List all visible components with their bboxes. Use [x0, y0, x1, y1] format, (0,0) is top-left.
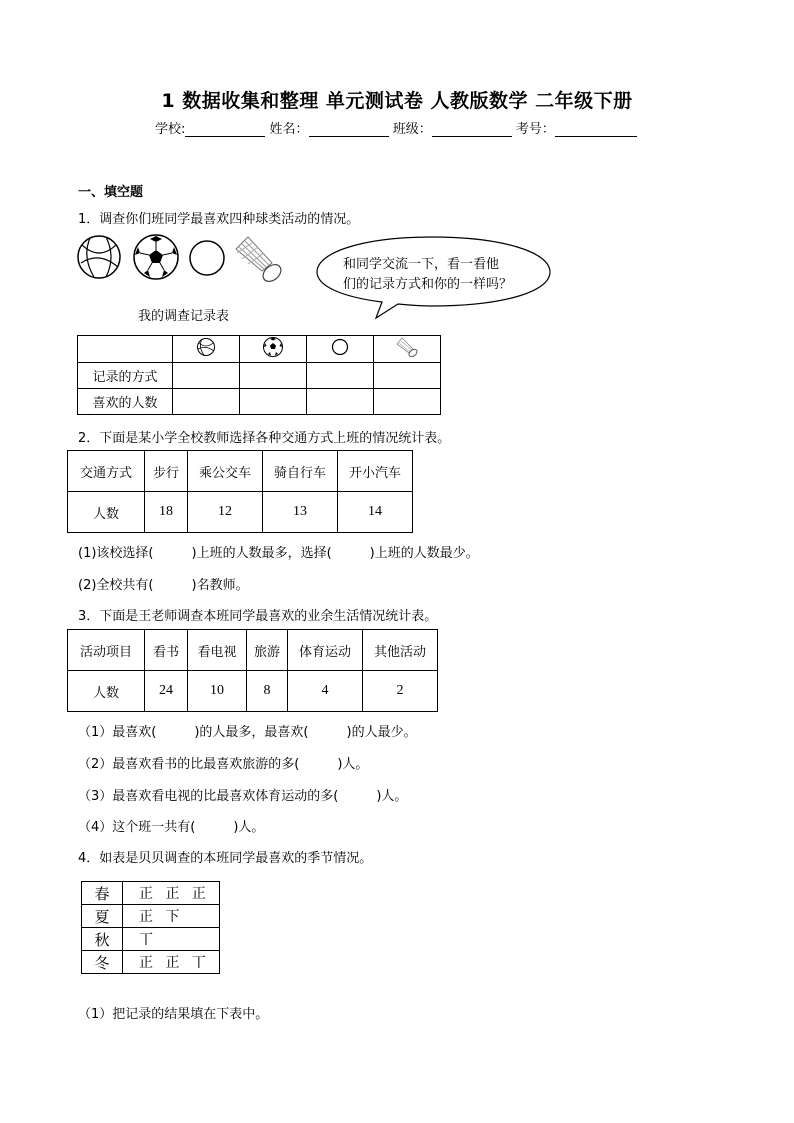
question-4-prompt: 4．如表是贝贝调查的本班同学最喜欢的季节情况。 — [78, 851, 373, 866]
name-label: 姓名： — [269, 122, 309, 137]
text: （2）最喜欢看书的比最喜欢旅游的多( — [78, 757, 300, 772]
speech-bubble-line-1: 和同学交流一下，看一看他 — [343, 257, 500, 272]
table-row — [68, 671, 438, 712]
speech-bubble-text — [343, 255, 512, 295]
table-row — [82, 928, 220, 951]
answer-cell[interactable] — [173, 363, 240, 389]
tally-cell: 正 正 正 — [123, 882, 220, 905]
answer-cell[interactable] — [374, 389, 441, 415]
table-header-cell: 骑自行车 — [263, 451, 338, 492]
answer-cell[interactable] — [374, 363, 441, 389]
question-1-prompt: 1．调查你们班同学最喜欢四种球类活动的情况。 — [78, 212, 360, 227]
table-cell: 18 — [145, 492, 188, 533]
text: （1）最喜欢( — [78, 725, 157, 740]
table-cell: 2 — [363, 671, 438, 712]
answer-cell[interactable] — [240, 363, 307, 389]
table-header-cell: 活动项目 — [68, 630, 145, 671]
question-3-sub-2 — [78, 753, 368, 772]
table-row — [68, 630, 438, 671]
table-header-cell: 乘公交车 — [188, 451, 263, 492]
table-row — [78, 336, 441, 363]
row-label-count: 人数 — [68, 671, 145, 712]
text: )的人最少。 — [346, 725, 417, 740]
class-blank[interactable] — [432, 122, 512, 137]
table-row — [82, 882, 220, 905]
question-4-sub-1: （1）把记录的结果填在下表中。 — [78, 1007, 269, 1022]
transport-stats-table — [67, 450, 413, 533]
table-header-cell: 看书 — [145, 630, 188, 671]
table-cell: 24 — [145, 671, 188, 712]
table-cell: 12 — [188, 492, 263, 533]
section-heading-fill-blank: 一、填空题 — [78, 185, 144, 200]
season-tally-table — [81, 881, 220, 974]
table-cell: 8 — [247, 671, 288, 712]
school-label: 学校: — [155, 122, 186, 137]
text: (2)全校共有( — [78, 578, 154, 593]
table-row — [82, 951, 220, 974]
table-cell: 10 — [188, 671, 247, 712]
table-cell-blank — [78, 336, 173, 363]
table-header-cell: 看电视 — [188, 630, 247, 671]
answer-cell[interactable] — [173, 389, 240, 415]
ping-pong-ball-icon — [330, 337, 350, 357]
text: (1)该校选择( — [78, 546, 154, 561]
school-blank[interactable] — [185, 122, 265, 137]
question-2-prompt: 2．下面是某小学全校教师选择各种交通方式上班的情况统计表。 — [78, 431, 451, 446]
text: （3）最喜欢看电视的比最喜欢体育运动的多( — [78, 789, 339, 804]
exam-number-blank[interactable] — [555, 122, 637, 137]
class-label: 班级： — [392, 122, 432, 137]
season-cell: 夏 — [82, 905, 123, 928]
row-label-record-method: 记录的方式 — [78, 363, 173, 389]
table-row — [78, 363, 441, 389]
speech-bubble-line-2: 们的记录方式和你的一样吗？ — [343, 277, 513, 292]
tally-cell: 正 下 — [123, 905, 220, 928]
text: )的人最多，最喜欢( — [194, 725, 309, 740]
page-title: 1 数据收集和整理 单元测试卷 人教版数学 二年级下册 — [161, 90, 633, 112]
table-row — [78, 389, 441, 415]
season-cell: 秋 — [82, 928, 123, 951]
basketball-icon — [196, 337, 216, 357]
text: )人。 — [376, 789, 408, 804]
table-header-cell: 体育运动 — [288, 630, 363, 671]
soccer-ball-icon — [134, 235, 178, 279]
row-label-count: 人数 — [68, 492, 145, 533]
table-header-cell: 步行 — [145, 451, 188, 492]
question-3-sub-3 — [78, 785, 407, 804]
student-info-line — [155, 118, 637, 137]
hobby-stats-table — [67, 629, 438, 712]
season-cell: 冬 — [82, 951, 123, 974]
tally-cell: 丅 — [123, 928, 220, 951]
table-header-cell: 开小汽车 — [338, 451, 413, 492]
exam-number-label: 考号： — [515, 122, 555, 137]
table-header-cell: 其他活动 — [363, 630, 438, 671]
text: )人。 — [337, 757, 369, 772]
table-cell: 13 — [263, 492, 338, 533]
survey-table-caption: 我的调查记录表 — [138, 309, 230, 324]
answer-cell[interactable] — [307, 389, 374, 415]
question-2-sub-2 — [78, 574, 249, 593]
text: )上班的人数最多，选择( — [191, 546, 332, 561]
table-header-cell: 交通方式 — [68, 451, 145, 492]
answer-cell[interactable] — [307, 363, 374, 389]
question-3-sub-1 — [78, 721, 417, 740]
row-label-like-count: 喜欢的人数 — [78, 389, 173, 415]
season-cell: 春 — [82, 882, 123, 905]
tally-cell: 正 正 丅 — [123, 951, 220, 974]
text: )人。 — [233, 820, 265, 835]
text: （4）这个班一共有( — [78, 820, 196, 835]
table-cell: 14 — [338, 492, 413, 533]
text: )名教师。 — [191, 578, 249, 593]
survey-record-table — [77, 335, 441, 415]
table-row — [68, 451, 413, 492]
soccer-ball-icon — [262, 336, 284, 358]
shuttlecock-icon — [394, 337, 420, 357]
ping-pong-ball-icon — [190, 241, 224, 275]
answer-cell[interactable] — [240, 389, 307, 415]
basketball-icon — [78, 236, 120, 278]
question-3-sub-4 — [78, 816, 264, 835]
table-cell: 4 — [288, 671, 363, 712]
question-2-sub-1 — [78, 542, 479, 561]
shuttlecock-icon — [236, 237, 284, 283]
text: )上班的人数最少。 — [369, 546, 479, 561]
name-blank[interactable] — [309, 122, 389, 137]
question-3-prompt: 3．下面是王老师调查本班同学最喜欢的业余生活情况统计表。 — [78, 609, 438, 624]
table-header-cell — [240, 336, 307, 363]
table-header-cell — [374, 336, 441, 363]
table-row — [68, 492, 413, 533]
table-header-cell: 旅游 — [247, 630, 288, 671]
table-header-cell — [307, 336, 374, 363]
ball-pictures — [76, 233, 291, 283]
table-row — [82, 905, 220, 928]
table-header-cell — [173, 336, 240, 363]
